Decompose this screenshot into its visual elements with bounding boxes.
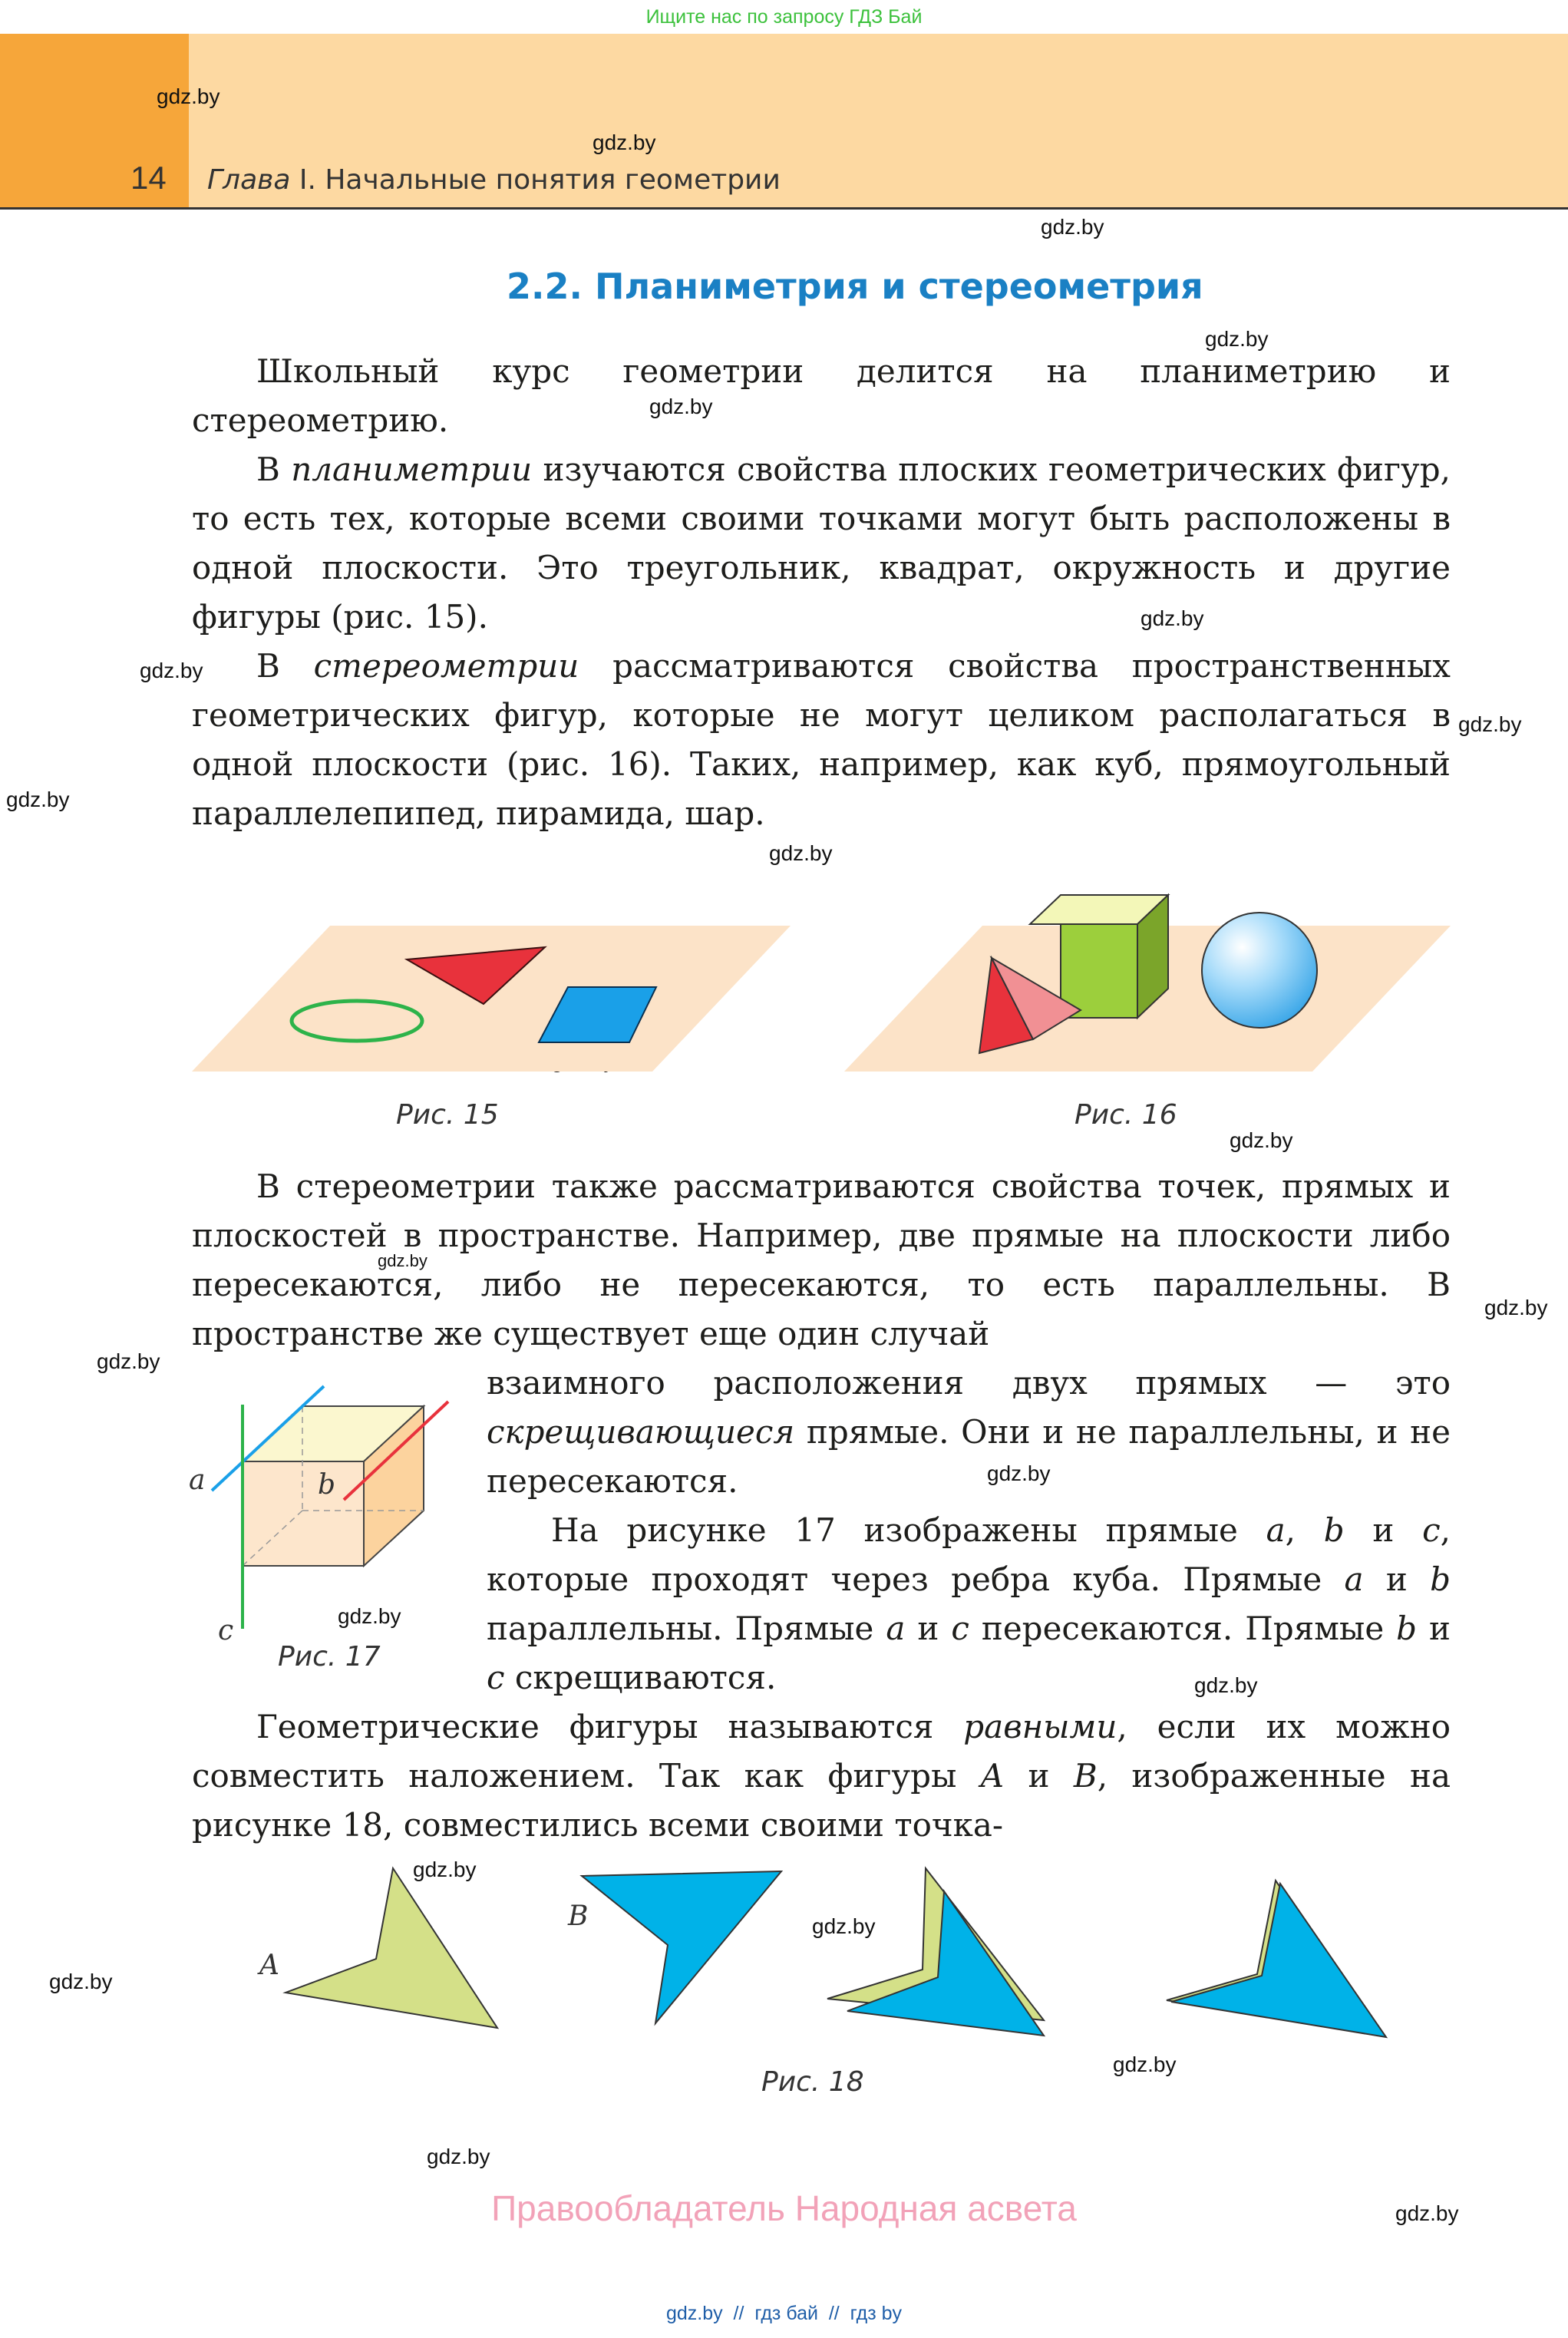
figure-b: [582, 1871, 781, 2023]
line-a-label: a: [189, 1465, 206, 1496]
top-banner[interactable]: Ищите нас по запросу ГДЗ Бай: [645, 6, 923, 28]
cube-front: [243, 1461, 364, 1566]
section-title: 2.2. Планиметрия и стереометрия: [507, 266, 1203, 307]
figure-18: [0, 1858, 1568, 2042]
paragraph-intro: Школьный курс геометрии делится на планиметрию и стереометрию.: [192, 352, 1451, 439]
header-divider: [0, 207, 1568, 210]
paragraph-equal-figures: Геометрические фигуры называются равными, если их можно совместить наложением. Так как фигуры A и B, изображенные на рисунке 18, совместились всеми своими точка-: [192, 1708, 1451, 1844]
watermark: gdz.by: [1230, 1128, 1293, 1152]
watermark: gdz.by: [987, 1461, 1051, 1485]
watermark: gdz.by: [1113, 2052, 1177, 2076]
watermark: gdz.by: [6, 788, 70, 811]
figure-15-caption: Рис. 15: [396, 1099, 499, 1131]
footer-link-gdz[interactable]: gdz.by: [665, 2303, 723, 2324]
figure-15: [192, 921, 798, 1075]
watermark: gdz.by: [1205, 327, 1269, 351]
chapter-prefix: Глава: [207, 164, 291, 196]
sphere: [1202, 913, 1317, 1028]
paragraph-planimetry: В планиметрии изучаются свойства плоских геометрических фигур, то есть тех, которые всеми своими точками могут быть расположены в одной плоскости. Это треугольник, квадрат, окружность и другие фигуры (рис. 15).: [192, 451, 1451, 636]
page-number: 14: [130, 160, 167, 196]
footer-link-gdz-by[interactable]: гдз by: [850, 2303, 903, 2324]
watermark: gdz.by: [97, 1349, 160, 1373]
watermark: gdz.by: [649, 395, 713, 418]
line-b-label: b: [318, 1469, 336, 1501]
watermark: gdz.by: [593, 130, 656, 154]
figure-16-caption: Рис. 16: [1074, 1099, 1177, 1131]
watermark: gdz.by: [378, 1251, 427, 1270]
figure-b-label: B: [568, 1900, 589, 1932]
figure-a-label: A: [259, 1950, 279, 1981]
rights-holder: Правообладатель Народная асвета: [491, 2188, 1077, 2228]
paragraph-lines-in-space: В стереометрии также рассматриваются свойства точек, прямых и плоскостей в пространстве. Например, две прямые на плоскости либо пересекаются, либо не пересекаются, то есть параллельны. В пространстве же существует еще один случай: [192, 1167, 1451, 1352]
watermark: gdz.by: [1141, 606, 1204, 630]
footer-separator: //: [733, 2303, 744, 2324]
cube-front: [1061, 924, 1137, 1018]
figure-b-overlay: [847, 1891, 1044, 2036]
footer-link-gdz-bai[interactable]: гдз бай: [754, 2303, 818, 2324]
watermark: gdz.by: [338, 1604, 401, 1628]
watermark: gdz.by: [1041, 215, 1104, 239]
figure-17-caption: Рис. 17: [278, 1641, 381, 1673]
paragraph-figure-17: На рисунке 17 изображены прямые a, b и c, которые проходят через ребра куба. Прямые a и b параллельны. Прямые a и c пересекаются. Прямые b и c скрещиваются.: [487, 1511, 1451, 1696]
paragraph-stereometry: В стереометрии рассматриваются свойства пространственных геометрических фигур, которые не могут целиком располагаться в одной плоскости (рис. 16). Таких, например, как куб, прямоугольный параллелепипед, пирамида, шар.: [192, 647, 1451, 832]
watermark: gdz.by: [1458, 712, 1522, 736]
figure-17: [207, 1382, 453, 1643]
watermark: gdz.by: [413, 1858, 477, 1881]
watermark: gdz.by: [427, 2145, 490, 2168]
paragraph-skew-lines: взаимного расположения двух прямых — это скрещивающиеся прямые. Они и не параллельны, и не пересекаются.: [487, 1364, 1451, 1500]
watermark: gdz.by: [812, 1914, 876, 1938]
footer-links: [0, 2303, 1568, 2325]
watermark: gdz.by: [1484, 1296, 1548, 1319]
watermark: gdz.by: [157, 84, 220, 108]
footer-separator: //: [828, 2303, 840, 2324]
plane: [192, 926, 791, 1072]
line-c-label: c: [218, 1615, 234, 1646]
figure-18-caption: Рис. 18: [761, 2066, 864, 2098]
watermark: gdz.by: [49, 1970, 113, 1993]
figure-a: [286, 1868, 497, 2028]
watermark: gdz.by: [140, 659, 203, 682]
watermark: gdz.by: [1395, 2201, 1459, 2225]
watermark: gdz.by: [1194, 1673, 1258, 1697]
figure-b-coincide: [1171, 1884, 1386, 2037]
chapter-title: I. Начальные понятия геометрии: [299, 164, 781, 196]
chapter-heading: [207, 164, 781, 196]
watermark: gdz.by: [769, 841, 833, 865]
figure-16: [844, 867, 1451, 1075]
